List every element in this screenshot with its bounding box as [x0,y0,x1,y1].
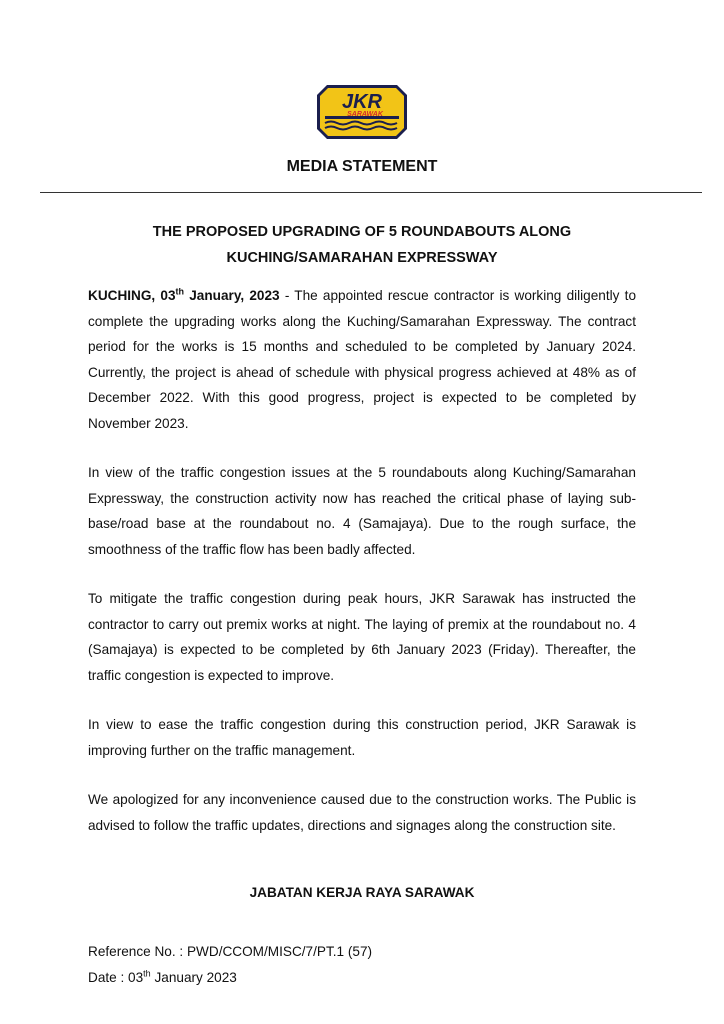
signoff: JABATAN KERJA RAYA SARAWAK [249,885,475,900]
logo-text: JKR [341,91,383,113]
logo-subtext: SARAWAK [347,111,383,118]
headline-line-2: KUCHING/SAMARAHAN EXPRESSWAY [226,250,498,266]
reference-number: Reference No. : PWD/CCOM/MISC/7/PT.1 (57) [88,944,373,959]
paragraph-3: To mitigate the traffic congestion during peak hours, JKR Sarawak has instructed the contractor to carry out premix works at night. The laying of premix at the roundabout no. 4 (Samajaya) is expected to be completed by 6th January 2023 (Friday). Thereafter, the traffic congestion is expected to improve. [88,591,636,683]
jkr-sarawak-logo [315,83,409,141]
dateline [88,288,280,303]
header-divider [40,192,702,193]
dateline-suffix: th [175,286,185,297]
reference-block [88,939,372,991]
headline-line-1: THE PROPOSED UPGRADING OF 5 ROUNDABOUTS ALONG [152,224,572,240]
reference-date-prefix: Date : 03 [88,970,144,985]
paragraph-1-text: - The appointed rescue contractor is working diligently to complete the upgrading works along the Kuching/Samarahan Expressway. The contract period for the works is 15 months and scheduled to be completed by January 2024. Currently, the project is ahead of schedule with physical progress achieved at 48% as of December 2022. With this good progress, project is expected to be completed by November 2023. [88,288,637,431]
paragraph-4: In view to ease the traffic congestion during this construction period, JKR Sarawak is improving further on the traffic management. [88,717,636,758]
paragraph-1 [88,283,636,436]
dateline-rest: January, 2023 [184,288,280,303]
headline [60,219,664,271]
logo-emblem [315,83,409,141]
dateline-place-date: KUCHING, 03 [88,288,176,303]
page-title: MEDIA STATEMENT [286,158,438,175]
reference-date [88,965,372,991]
paragraph-2: In view of the traffic congestion issues at the 5 roundabouts along Kuching/Samarahan Expressway, the construction activity now has reached the critical phase of laying sub-base/road base at the roundabout no. 4 (Samajaya). Due to the rough surface, the smoothness of the traffic flow has been badly affected. [88,465,636,557]
paragraph-5: We apologized for any inconvenience caused due to the construction works. The Public is advised to follow the traffic updates, directions and signages along the construction site. [88,792,636,833]
statement-body [88,283,636,862]
reference-date-suffix: th [143,968,151,979]
reference-date-rest: January 2023 [150,970,237,985]
